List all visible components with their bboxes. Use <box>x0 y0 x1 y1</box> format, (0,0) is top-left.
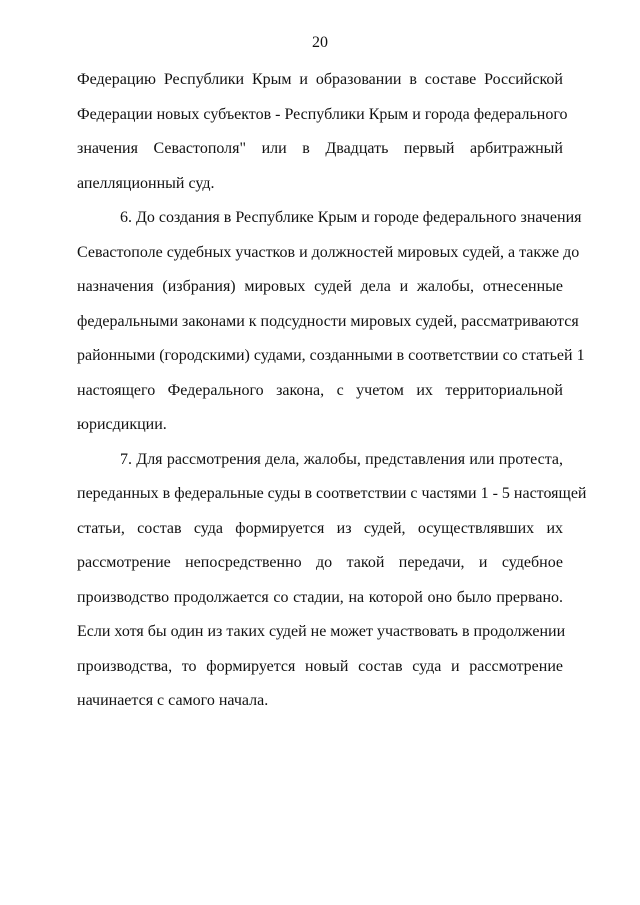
text-line: Если хотя бы один из таких судей не может участвовать в продолжении <box>77 623 566 640</box>
text-line: Севастополе судебных участков и должностей мировых судей, а также до <box>77 243 580 261</box>
text-line: производства, то формируется новый состав суда и рассмотрение <box>77 657 563 675</box>
text-line: юрисдикции. <box>77 416 167 433</box>
text-line: федеральными законами к подсудности мировых судей, рассматриваются <box>77 312 579 330</box>
text-line: переданных в федеральные суды в соответствии с частями 1 - 5 настоящей <box>77 485 587 502</box>
text-line: настоящего Федерального закона, с учетом их территориальной <box>77 381 563 399</box>
text-line: рассмотрение непосредственно до такой передачи, и судебное <box>77 554 563 571</box>
document-body <box>77 70 587 726</box>
text-line: начинается с самого начала. <box>77 692 269 709</box>
text-line: значения Севастополя" или в Двадцать первый арбитражный <box>77 140 563 157</box>
page-number: 20 <box>312 34 328 51</box>
text-line: назначения (избрания) мировых судей дела и жалобы, отнесенные <box>77 278 563 295</box>
text-line: 7. Для рассмотрения дела, жалобы, представления или протеста, <box>120 450 563 468</box>
paragraph-6 <box>77 208 585 450</box>
text-line: статьи, состав суда формируется из судей, осуществлявших их <box>77 519 563 537</box>
text-line: производство продолжается со стадии, на которой оно было прервано. <box>77 588 563 606</box>
text-line: Федерацию Республики Крым и образовании в составе Российской <box>77 71 563 88</box>
paragraph-7 <box>77 450 587 726</box>
text-line: районными (городскими) судами, созданными в соответствии со статьей 1 <box>77 347 585 364</box>
text-line: апелляционный суд. <box>77 174 215 192</box>
text-line: Федерации новых субъектов - Республики Крым и города федерального <box>77 105 568 123</box>
text-line: 6. До создания в Республике Крым и городе федерального значения <box>120 209 582 226</box>
paragraph-1 <box>77 70 568 208</box>
